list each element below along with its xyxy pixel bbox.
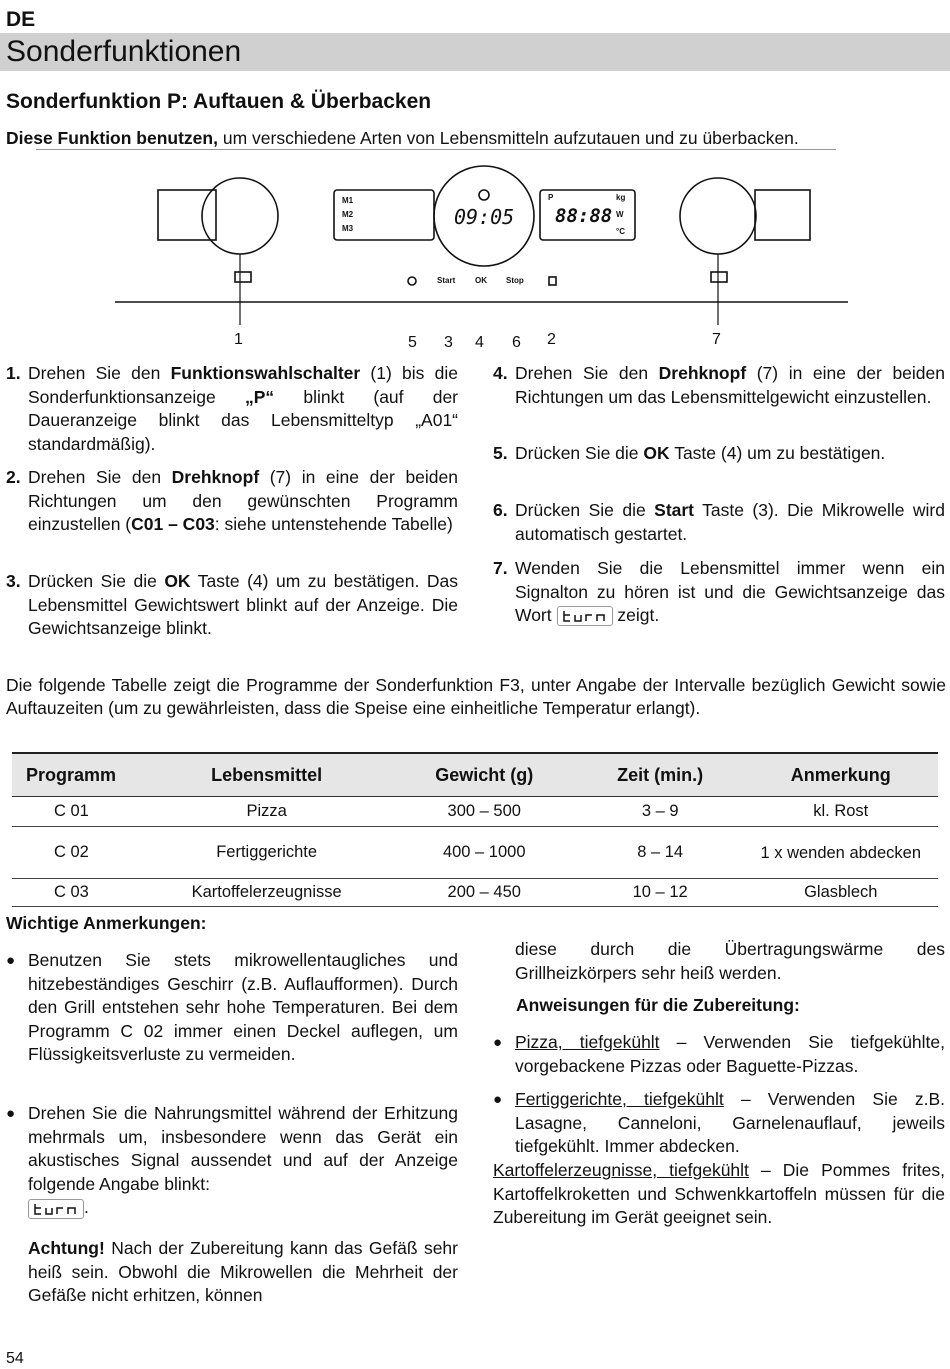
step-number: 1. xyxy=(6,363,21,383)
clock-readout: 09:05 xyxy=(454,205,515,229)
lock-icon xyxy=(549,277,556,285)
control-panel-diagram xyxy=(110,160,850,355)
col-lebensmittel: Lebensmittel xyxy=(142,753,392,797)
function-knob xyxy=(202,178,278,254)
bullet-dot: ● xyxy=(6,1105,16,1122)
col-gewicht: Gewicht (g) xyxy=(392,753,577,797)
display-p: P xyxy=(548,193,554,202)
callout-7: 7 xyxy=(712,331,721,348)
page-title: Sonderfunktionen xyxy=(6,35,242,68)
ok-label: OK xyxy=(475,276,487,285)
menu-m1: M1 xyxy=(342,196,354,205)
knob-1-icon xyxy=(235,272,251,282)
col-programm: Programm xyxy=(12,753,142,797)
intro-bold: Diese Funktion benutzen, xyxy=(6,128,218,148)
stop-label: Stop xyxy=(506,276,524,285)
intro-rest: um verschiedene Arten von Lebensmitteln aufzutauen und zu überbacken. xyxy=(217,128,799,148)
callout-6: 6 xyxy=(512,334,521,351)
start-label: Start xyxy=(437,276,456,285)
step-number: 5. xyxy=(493,443,508,463)
col-anmerkung: Anmerkung xyxy=(744,753,939,797)
table-row: C 02 Fertiggerichte 400 – 1000 8 – 14 1 x wenden abdecken xyxy=(12,827,938,879)
table-header-row xyxy=(12,753,938,797)
display-c: °C xyxy=(616,227,625,236)
callout-5: 5 xyxy=(408,334,417,351)
display-w: W xyxy=(616,210,624,219)
display-kg: kg xyxy=(616,193,626,202)
clock-icon xyxy=(408,277,416,285)
page-number: 54 xyxy=(6,1350,24,1367)
table-intro: Die folgende Tabelle zeigt die Programme der Sonderfunktion F3, unter Angabe der Intervalle bezüglich Gewicht sowie Auftauzeiten (um zu gewährleisten, dass die Speise eine einheitliche Temperatur erlangt). xyxy=(6,675,946,718)
turn-display-icon xyxy=(557,606,613,626)
right-panel-block xyxy=(755,190,810,240)
menu-m3: M3 xyxy=(342,224,354,233)
section-title: Sonderfunktion P: Auftauen & Überbacken xyxy=(6,90,432,113)
program-table xyxy=(12,752,938,907)
knob-7-icon xyxy=(711,272,727,282)
step-number: 2. xyxy=(6,467,21,487)
step-number: 6. xyxy=(493,500,508,520)
menu-m2: M2 xyxy=(342,210,354,219)
prep-title: Anweisungen für die Zubereitung: xyxy=(516,995,800,1015)
callout-1: 1 xyxy=(234,331,243,348)
intro-underline xyxy=(36,149,836,150)
table-row: C 03 Kartoffelerzeugnisse 200 – 450 10 – 12 Glasblech xyxy=(12,879,938,907)
turn-display-icon xyxy=(28,1199,84,1219)
callout-3: 3 xyxy=(444,334,453,351)
weight-knob xyxy=(680,178,756,254)
col-zeit: Zeit (min.) xyxy=(577,753,744,797)
bullet-dot: ● xyxy=(493,1091,503,1108)
intro-text xyxy=(6,128,799,149)
step-number: 3. xyxy=(6,571,21,591)
timer-icon xyxy=(479,190,489,200)
callout-4: 4 xyxy=(475,334,484,351)
bullet-dot: ● xyxy=(6,952,16,969)
step-number: 4. xyxy=(493,363,508,383)
notes-title: Wichtige Anmerkungen: xyxy=(6,913,207,933)
language-label: DE xyxy=(6,8,36,31)
callout-2: 2 xyxy=(547,331,556,348)
step-number: 7. xyxy=(493,558,508,578)
table-row: C 01 Pizza 300 – 500 3 – 9 kl. Rost xyxy=(12,797,938,827)
display-readout: 88:88 xyxy=(555,205,613,227)
bullet-dot: ● xyxy=(493,1034,503,1051)
